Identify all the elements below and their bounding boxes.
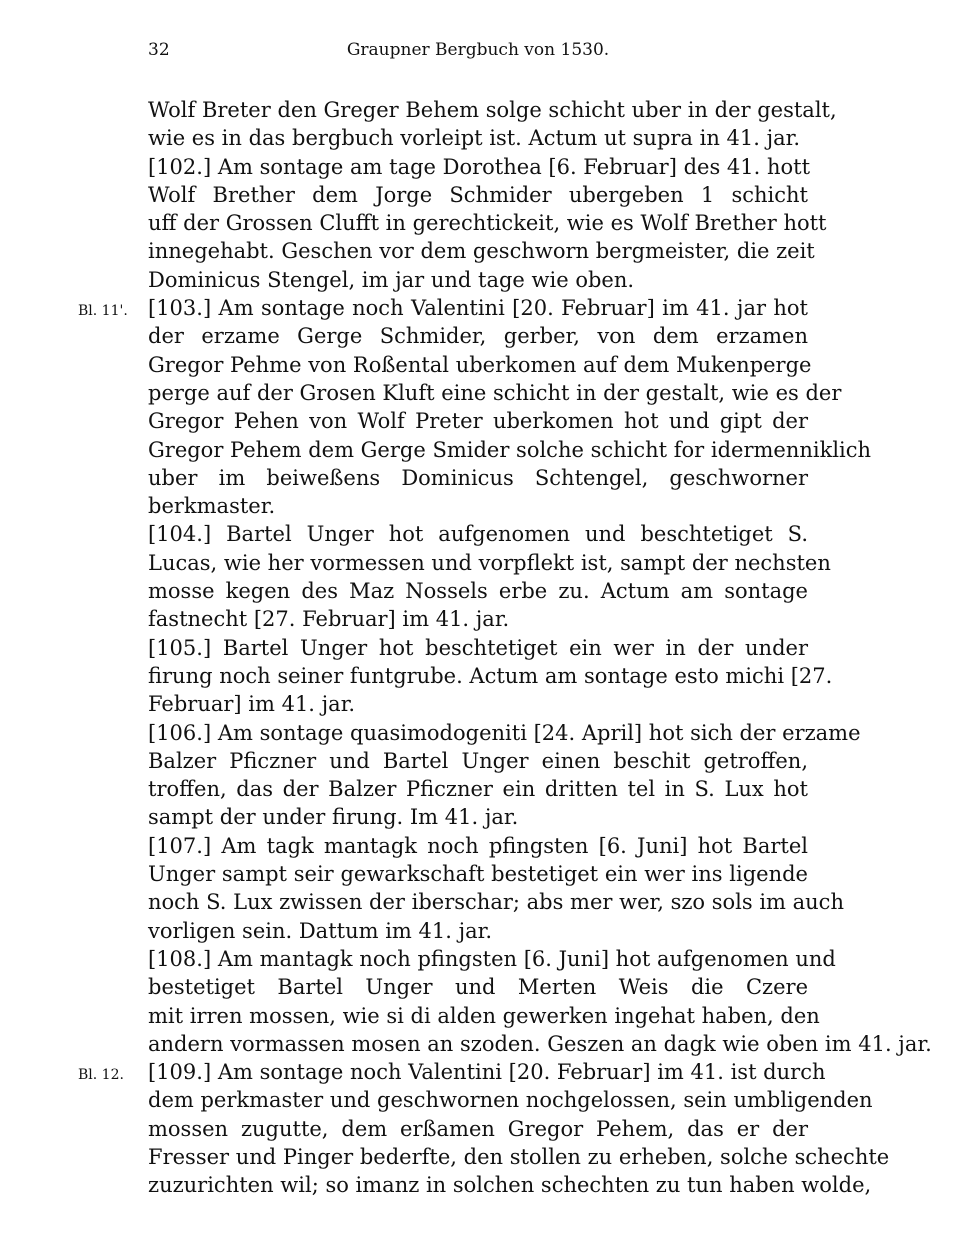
text-line xyxy=(148,832,808,860)
line-text: Gregor Pehen von Wolf Preter uberkomen hot und gipt der xyxy=(148,409,808,434)
text-line xyxy=(148,237,815,265)
text-line xyxy=(148,690,808,718)
text-line xyxy=(148,888,844,916)
text-line xyxy=(148,351,812,379)
line-text: troffen, das der Balzer Pficzner ein dritten tel in S. Lux hot xyxy=(148,777,808,802)
text-line xyxy=(148,407,808,435)
margin-folio-note: Bl. 11'. xyxy=(78,303,128,320)
text-line xyxy=(148,153,811,181)
line-text: fastnecht [27. Februar] im 41. jar. xyxy=(148,607,510,632)
running-title: Graupner Bergbuch von 1530. xyxy=(346,40,610,60)
line-text: firung noch seiner funtgrube. Actum am sontage esto michi [27. xyxy=(148,663,833,688)
text-line xyxy=(148,520,808,548)
line-text: uber im beiweßens Dominicus Schtengel, geschworner xyxy=(148,465,808,490)
line-text: [107.] Am tagk mantagk noch pfingsten [6. Juni] hot Bartel xyxy=(148,833,808,858)
text-line xyxy=(148,1171,872,1199)
line-text: [104.] Bartel Unger hot aufgenomen und beschtetiget S. xyxy=(148,522,808,547)
text-line xyxy=(148,322,808,350)
line-text: Dominicus Stengel, im jar und tage wie oben. xyxy=(148,267,635,292)
line-text: uff der Grossen Clufft in gerechtickeit, wie es Wolf Brether hott xyxy=(148,211,827,236)
line-text: [102.] Am sontage am tage Dorothea [6. Februar] des 41. hott xyxy=(148,154,811,179)
line-text: andern vormassen mosen an szoden. Geszen an dagk wie oben im 41. jar. xyxy=(148,1031,932,1056)
text-line xyxy=(148,1115,808,1143)
text-line xyxy=(148,1143,890,1171)
margin-folio-note: Bl. 12. xyxy=(78,1067,124,1084)
line-text: mosse kegen des Maz Nossels erbe zu. Actum am sontage xyxy=(148,579,808,604)
line-text: berkmaster. xyxy=(148,494,276,519)
line-text: Lucas, wie her vormessen und vorpflekt ist, sampt der nechsten xyxy=(148,550,831,575)
line-text: [106.] Am sontage quasimodogeniti [24. April] hot sich der erzame xyxy=(148,720,861,745)
page-header xyxy=(148,40,808,66)
line-text: Gregor Pehem dem Gerge Smider solche schicht for idermenniklich xyxy=(148,437,872,462)
text-line xyxy=(148,860,808,888)
line-text: wie es in das bergbuch vorleipt ist. Actum ut supra in 41. jar. xyxy=(148,126,801,151)
text-line xyxy=(148,634,808,662)
line-text: Wolf Breter den Greger Behem solge schicht uber in der gestalt, xyxy=(148,98,837,122)
text-line xyxy=(148,775,808,803)
line-text: Unger sampt seir gewarkschaft bestetiget ein wer ins ligende xyxy=(148,862,808,887)
text-line xyxy=(148,1086,873,1114)
line-text: sampt der under firung. Im 41. jar. xyxy=(148,805,519,830)
text-line xyxy=(148,436,872,464)
line-text: Februar] im 41. jar. xyxy=(148,692,356,717)
text-line xyxy=(78,1058,826,1086)
text-line xyxy=(148,379,842,407)
text-line xyxy=(148,719,861,747)
line-text: [103.] Am sontage noch Valentini [20. Februar] im 41. jar hot xyxy=(148,296,808,321)
text-line xyxy=(148,492,808,520)
text-line xyxy=(148,1002,820,1030)
text-line xyxy=(148,973,808,1001)
line-text: noch S. Lux zwissen der iberschar; abs mer wer, szo sols im auch xyxy=(148,890,844,915)
text-line xyxy=(148,945,836,973)
line-text: [109.] Am sontage noch Valentini [20. Februar] im 41. ist durch xyxy=(148,1060,826,1085)
line-text: perge auf der Grosen Kluft eine schicht in der gestalt, wie es der xyxy=(148,380,842,405)
line-text: innegehabt. Geschen vor dem geschworn bergmeister, die zeit xyxy=(148,239,815,264)
text-line xyxy=(148,96,837,124)
text-line xyxy=(148,181,808,209)
text-line xyxy=(148,124,808,152)
line-text: der erzame Gerge Schmider, gerber, von dem erzamen xyxy=(148,324,808,349)
text-line xyxy=(148,577,808,605)
line-text: bestetiget Bartel Unger und Merten Weis die Czere xyxy=(148,975,808,1000)
text-line xyxy=(148,662,833,690)
text-line xyxy=(148,549,831,577)
line-text: zuzurichten wil; so imanz in solchen schechten zu tun haben wolde, xyxy=(148,1173,872,1198)
line-text: mit irren mossen, wie si di alden gewerken ingehat haben, den xyxy=(148,1003,820,1028)
text-line xyxy=(148,605,808,633)
text-line xyxy=(148,209,827,237)
line-text: Fresser und Pinger bederfte, den stollen zu erheben, solche schechte xyxy=(148,1144,890,1169)
text-line xyxy=(148,464,808,492)
line-text: [108.] Am mantagk noch pfingsten [6. Juni] hot aufgenomen und xyxy=(148,946,836,971)
line-text: Wolf Brether dem Jorge Schmider ubergeben 1 schicht xyxy=(148,182,808,207)
page-number: 32 xyxy=(148,40,170,60)
line-text: mossen zugutte, dem erßamen Gregor Pehem, das er der xyxy=(148,1116,808,1141)
line-text: Gregor Pehme von Roßental uberkomen auf dem Mukenperge xyxy=(148,352,812,377)
line-text: [105.] Bartel Unger hot beschtetiget ein wer in der under xyxy=(148,635,808,660)
text-line xyxy=(148,1030,932,1058)
line-text: Balzer Pficzner und Bartel Unger einen beschit getroffen, xyxy=(148,748,808,773)
text-line xyxy=(78,294,808,322)
line-text: vorligen sein. Dattum im 41. jar. xyxy=(148,918,493,943)
text-line xyxy=(148,803,808,831)
text-line xyxy=(148,747,808,775)
text-line xyxy=(148,917,808,945)
line-text: dem perkmaster und geschwornen nochgelossen, sein umbligenden xyxy=(148,1088,873,1113)
text-line xyxy=(148,266,808,294)
document-body xyxy=(78,96,932,1200)
